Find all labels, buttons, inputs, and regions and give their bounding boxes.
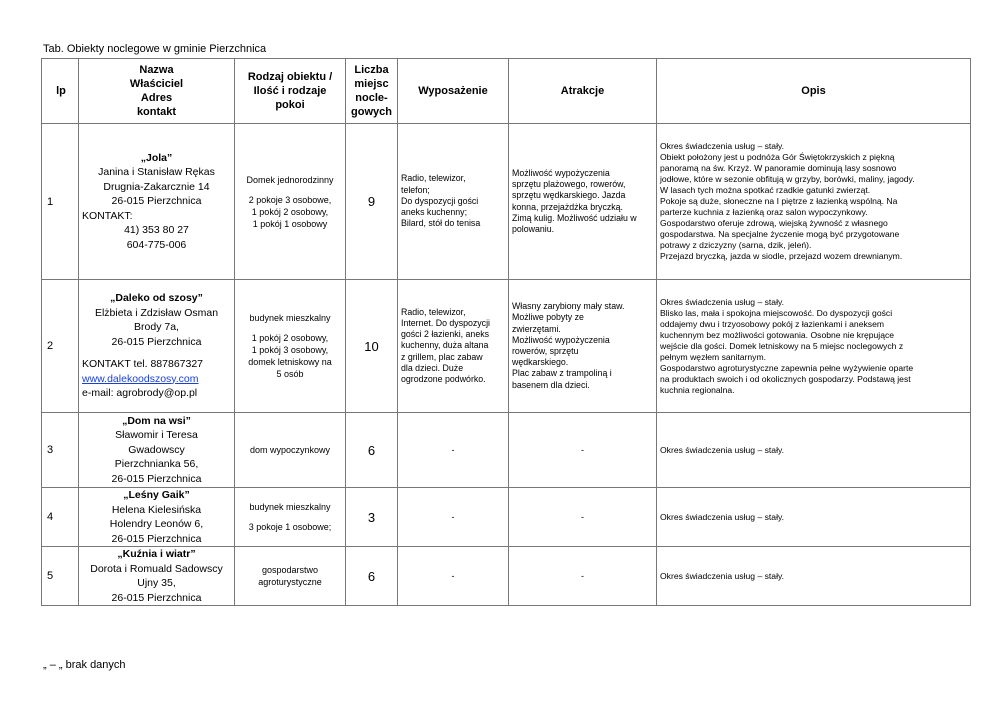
table-row — [42, 547, 971, 606]
row-beds: 9 — [346, 124, 398, 280]
row-equipment-cell: - — [398, 413, 509, 488]
equipment-line: kuchenny, duża altana — [401, 340, 489, 351]
owner-line: 26-015 Pierzchnica — [111, 591, 202, 604]
row-equipment-cell — [398, 280, 509, 413]
object-name: „Leśny Gaik” — [123, 489, 190, 501]
row-equipment-cell — [398, 124, 509, 280]
type-line: 1 pokój 2 osobowy, — [251, 333, 329, 343]
row-name-cell — [79, 547, 235, 606]
table-caption: Tab. Obiekty noclegowe w gminie Pierzchnica — [43, 43, 267, 55]
contact-phone: 41) 353 80 27 — [124, 224, 189, 237]
description-line: Przejazd bryczką, jazda w siodle, przejazd wozem drewnianym. — [660, 251, 903, 261]
header-type — [235, 59, 346, 124]
description-line: pełnym węzłem sanitarnym. — [660, 351, 767, 362]
owner-line: 26-015 Pierzchnica — [111, 335, 202, 348]
description-line: Okres świadczenia usług – stały. — [660, 444, 785, 455]
owner-line: 26-015 Pierzchnica — [111, 195, 202, 208]
row-lp: 4 — [42, 488, 79, 547]
attraction-line: Zimą kulig. Możliwość udziału w — [512, 212, 637, 223]
row-lp: 2 — [42, 280, 79, 413]
row-beds: 10 — [346, 280, 398, 413]
row-beds: 6 — [346, 413, 398, 488]
description-line: oddajemy dwu i trzyosobowy pokój z łazienkami i aneksem — [660, 318, 885, 329]
header-beds — [346, 59, 398, 124]
equipment-line: telefon; — [401, 184, 430, 195]
row-type-cell — [235, 547, 346, 606]
equipment-line: z grillem, plac zabaw — [401, 351, 483, 362]
type-line: budynek mieszkalny — [249, 313, 331, 323]
description-line: W lasach tych można spotkać rzadkie gatunki zwierząt. — [660, 185, 871, 195]
equipment-line: dla dzieci. Duże — [401, 362, 464, 373]
row-name-cell — [79, 488, 235, 547]
header-beds-line: gowych — [351, 106, 392, 118]
row-equipment-cell: - — [398, 547, 509, 606]
description-line: Blisko las, mała i spokojna miejscowość. Do dyspozycji gości — [660, 307, 893, 318]
header-attractions: Atrakcje — [509, 59, 657, 124]
type-line: agroturystyczne — [258, 577, 322, 587]
row-lp: 1 — [42, 124, 79, 280]
type-line: dom wypoczynkowy — [249, 445, 331, 455]
type-line: domek letniskowy na — [248, 357, 332, 367]
row-lp: 5 — [42, 547, 79, 606]
header-type-line: pokoi — [275, 99, 305, 111]
attraction-line: zwierzętami. — [512, 323, 561, 334]
description-line: Okres świadczenia usług – stały. — [660, 296, 785, 307]
accommodation-table — [41, 58, 971, 606]
header-name — [79, 59, 235, 124]
description-line: Obiekt położony jest u podnóża Gór Świętokrzyskich z piękną — [660, 152, 895, 162]
equipment-line: Internet. Do dyspozycji — [401, 317, 490, 328]
attraction-line: konna, przejażdżka bryczką. — [512, 201, 623, 212]
header-name-line: Adres — [140, 92, 173, 104]
header-lp: lp — [42, 59, 79, 124]
header-beds-line: miejsc — [354, 78, 389, 90]
equipment-line: aneks kuchenny; — [401, 207, 468, 218]
row-attractions-cell: - — [509, 547, 657, 606]
attraction-line: basenem dla dzieci. — [512, 379, 590, 390]
header-name-line: Nazwa — [139, 64, 174, 76]
row-name-cell — [79, 280, 235, 413]
header-type-line: Ilość i rodzaje — [253, 85, 327, 97]
row-type-cell — [235, 124, 346, 280]
row-equipment-cell: - — [398, 488, 509, 547]
owner-line: 26-015 Pierzchnica — [111, 472, 202, 485]
description-line: Gospodarstwo agroturystyczne zapewnia pełne wyżywienie oparte — [660, 362, 914, 373]
description-line: kuchennym bez możliwości gotowania. Osobne nie krępujące — [660, 329, 895, 340]
attraction-line: polowaniu. — [512, 223, 555, 234]
description-line: potrawy z dziczyzny (sarna, dzik, jeleń). — [660, 240, 812, 250]
description-line: wejście dla gości. Domek letniskowy na 5 miejsc noclegowych z — [660, 340, 904, 351]
contact-label: KONTAKT: — [82, 209, 133, 222]
owner-line: Brody 7a, — [134, 321, 179, 334]
owner-line: 26-015 Pierzchnica — [111, 532, 202, 545]
row-description-cell — [657, 413, 971, 488]
owner-line: Helena Kielesińska — [111, 503, 202, 516]
object-name: „Daleko od szosy” — [110, 292, 203, 305]
attraction-line: Możliwe pobyty ze — [512, 312, 584, 323]
row-description-cell — [657, 124, 971, 280]
header-beds-line: nocle- — [355, 92, 388, 104]
table-row — [42, 124, 971, 280]
description-line: panoramą na św. Krzyż. W panoramie dominują lasy sosnowo — [660, 163, 897, 173]
type-line: 3 pokoje 1 osobowe; — [248, 522, 332, 532]
equipment-line: Do dyspozycji gości — [401, 195, 479, 206]
attraction-line: rowerów, sprzętu — [512, 346, 579, 356]
type-line: gospodarstwo — [261, 565, 319, 575]
row-type-cell — [235, 413, 346, 488]
description-line: Okres świadczenia usług – stały. — [660, 511, 785, 522]
header-name-line: Właściciel — [129, 78, 184, 90]
owner-line: Pierzchnianka 56, — [114, 458, 199, 471]
header-row — [42, 59, 971, 124]
header-equipment: Wyposażenie — [398, 59, 509, 124]
footnote: „ – „ brak danych — [43, 659, 126, 671]
row-attractions-cell: - — [509, 413, 657, 488]
row-description-cell — [657, 488, 971, 547]
attraction-line: Własny zarybiony mały staw. — [512, 301, 625, 312]
object-name: „Jola” — [140, 151, 173, 164]
owner-line: Holendry Leonów 6, — [109, 518, 204, 530]
attraction-line: sprzętu plażowego, rowerów, — [512, 179, 626, 190]
contact-phone: KONTAKT tel. 887867327 — [82, 358, 204, 371]
description-line: gospodarstwa. Na specjalne życzenie mogą być przygotowane — [660, 229, 900, 239]
row-lp: 3 — [42, 413, 79, 488]
attraction-line: sprzętu wędkarskiego. Jazda — [512, 190, 626, 201]
owner-line: Elżbieta i Zdzisław Osman — [94, 306, 219, 319]
type-line: Domek jednorodzinny — [246, 174, 334, 185]
row-beds: 6 — [346, 547, 398, 606]
contact-email: e-mail: agrobrody@op.pl — [82, 387, 198, 400]
type-line: 1 pokój 3 osobowy, — [251, 345, 329, 355]
header-beds-line: Liczba — [354, 64, 389, 76]
website-link[interactable]: www.dalekoodszosy.com — [82, 372, 199, 385]
description-line: parterze kuchnia z łazienką oraz salon wypoczynkowy. — [660, 207, 868, 217]
header-name-line: kontakt — [136, 106, 177, 118]
attraction-line: Możliwość wypożyczenia — [512, 334, 610, 345]
type-line: 1 pokój 1 osobowy — [252, 218, 328, 229]
owner-line: Sławomir i Teresa — [115, 429, 198, 442]
contact-phone: 604-775-006 — [126, 238, 187, 251]
row-attractions-cell — [509, 124, 657, 280]
row-type-cell — [235, 488, 346, 547]
type-line: budynek mieszkalny — [249, 502, 331, 512]
description-line: kuchnia regionalna. — [660, 384, 735, 395]
owner-line: Drugnia-Zakarcznie 14 — [103, 180, 210, 193]
row-description-cell — [657, 280, 971, 413]
row-attractions-cell — [509, 280, 657, 413]
description-line: Gospodarstwo oferuje zdrową, wiejską żywność z własnego — [660, 218, 888, 228]
row-type-cell — [235, 280, 346, 413]
owner-line: Gwadowscy — [128, 443, 185, 456]
type-line: 2 pokoje 3 osobowe, — [248, 194, 332, 205]
table-row — [42, 413, 971, 488]
equipment-line: gości 2 łazienki, aneks — [401, 329, 490, 340]
object-name: „Dom na wsi” — [122, 414, 191, 427]
description-line: jodłowe, które w sezonie obfitują w grzyby, borówki, maliny, jagody. — [660, 174, 915, 184]
owner-line: Janina i Stanisław Rękas — [98, 166, 215, 179]
equipment-line: Bilard, stół do tenisa — [401, 218, 481, 229]
object-name: „Kuźnia i wiatr” — [117, 548, 196, 560]
equipment-line: Radio, telewizor, — [401, 173, 466, 184]
type-line: 1 pokój 2 osobowy, — [251, 206, 329, 217]
row-attractions-cell: - — [509, 488, 657, 547]
row-description-cell — [657, 547, 971, 606]
attraction-line: Możliwość wypożyczenia — [512, 167, 610, 178]
description-line: Okres świadczenia usług – stały. — [660, 141, 785, 151]
header-description: Opis — [657, 59, 971, 124]
owner-line: Dorota i Romuald Sadowscy — [90, 562, 223, 575]
header-type-line: Rodzaj obiektu / — [247, 71, 333, 83]
table-row — [42, 488, 971, 547]
equipment-line: ogrodzone podwórko. — [401, 374, 486, 384]
owner-line: Ujny 35, — [137, 577, 176, 589]
table-row — [42, 280, 971, 413]
attraction-line: wędkarskiego. — [512, 357, 569, 368]
description-line: Pokoje są duże, słoneczne na I piętrze z łazienką wspólną. Na — [660, 196, 898, 206]
row-name-cell — [79, 413, 235, 488]
attraction-line: Plac zabaw z trampoliną i — [512, 368, 612, 379]
description-line: Okres świadczenia usług – stały. — [660, 570, 785, 581]
equipment-line: Radio, telewizor, — [401, 306, 466, 317]
row-name-cell — [79, 124, 235, 280]
description-line: na produktach swoich i od okolicznych gospodarzy. Podstawą jest — [660, 373, 911, 384]
row-beds: 3 — [346, 488, 398, 547]
type-line: 5 osób — [276, 369, 304, 379]
